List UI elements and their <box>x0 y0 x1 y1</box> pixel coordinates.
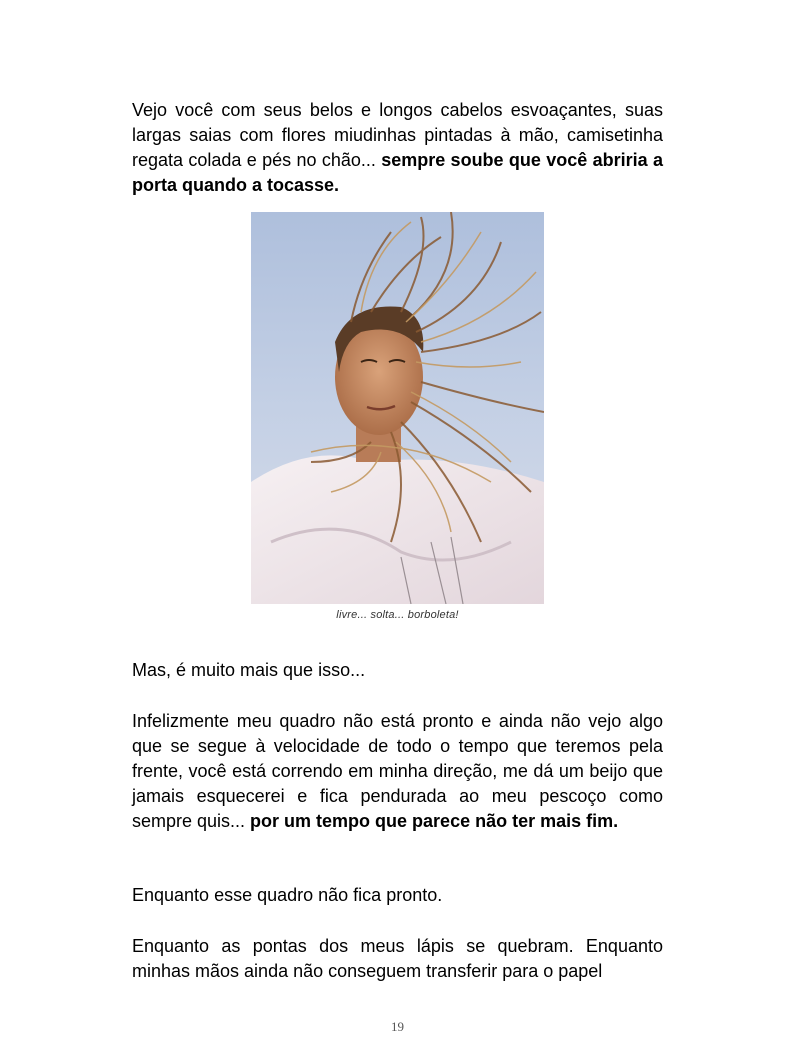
photo-girl-windblown-hair <box>251 212 544 604</box>
paragraph-4: Enquanto esse quadro não fica pronto. <box>132 885 443 905</box>
paragraph-1 <box>132 98 663 198</box>
paragraph-3-bold-text: por um tempo que parece não ter mais fim. <box>250 811 619 831</box>
photo-caption: livre... solta... borboleta! <box>336 609 459 621</box>
paragraph-2: Mas, é muito mais que isso... <box>132 660 366 680</box>
paragraph-1-text: Vejo você com seus belos e longos cabelos esvoaçantes, suas largas saias com flores miudinhas pintadas à mão, camisetinha regata colada e pés no chão... <box>132 100 663 170</box>
paragraph-3-text: Infelizmente meu quadro não está pronto e ainda não vejo algo que se segue à velocidade de todo o tempo que teremos pela frente, você está correndo em minha direção, me dá um beijo que jamais esquecerei e fica pendurada ao meu pescoço como sempre quis... <box>132 711 663 831</box>
paragraph-3 <box>132 709 663 834</box>
page-number: 19 <box>391 1019 404 1034</box>
paragraph-5: Enquanto as pontas dos meus lápis se quebram. Enquanto minhas mãos ainda não conseguem transferir para o papel <box>132 936 663 981</box>
paragraph-1-bold-text: sempre soube que você abriria a porta quando a tocasse. <box>132 150 663 195</box>
